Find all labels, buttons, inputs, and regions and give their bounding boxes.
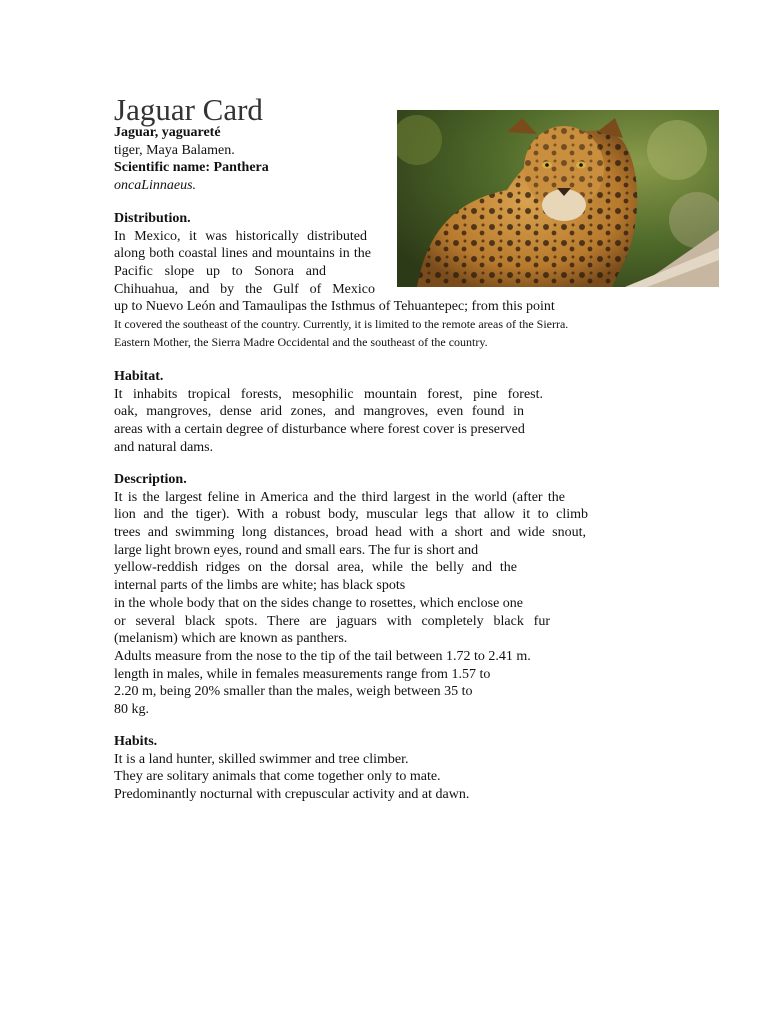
distribution-line: Chihuahua, and by the Gulf of Mexico (114, 281, 375, 297)
habits-line: It is a land hunter, skilled swimmer and tree climber. (114, 751, 409, 767)
description-line: Adults measure from the nose to the tip of the tail between 1.72 to 2.41 m. (114, 648, 531, 664)
habits-heading: Habits. (114, 734, 158, 749)
description-line: (melanism) which are known as panthers. (114, 631, 348, 647)
description-line: 2.20 m, being 20% smaller than the males, weigh between 35 to (114, 684, 473, 700)
habitat-line: It inhabits tropical forests, mesophilic mountain forest, pine forest. (114, 386, 543, 402)
description-section (114, 471, 594, 719)
description-line: yellow-reddish ridges on the dorsal area, while the belly and the (114, 560, 517, 576)
distribution-line: It covered the southeast of the country. Currently, it is limited to the remote areas of the Sierra. (114, 317, 569, 332)
scientific-name-label: Scientific name: Panthera (114, 160, 269, 176)
description-line: length in males, while in females measurements range from 1.57 to (114, 666, 491, 682)
habitat-line: areas with a certain degree of disturbance where forest cover is preserved (114, 422, 525, 438)
page-title: Jaguar Card (114, 92, 263, 127)
common-names: tiger, Maya Balamen. (114, 142, 235, 158)
distribution-heading: Distribution. (114, 211, 191, 226)
habits-line: They are solitary animals that come together only to mate. (114, 769, 441, 785)
distribution-line: up to Nuevo León and Tamaulipas the Isthmus of Tehuantepec; from this point (114, 299, 555, 315)
description-heading: Description. (114, 472, 187, 487)
distribution-line: In Mexico, it was historically distributed (114, 228, 367, 244)
description-line: It is the largest feline in America and the third largest in the world (after the (114, 489, 565, 505)
description-line: large light brown eyes, round and small ears. The fur is short and (114, 542, 479, 558)
habitat-section (114, 368, 574, 456)
habits-section (114, 733, 574, 804)
description-line: 80 kg. (114, 701, 149, 717)
distribution-line: along both coastal lines and mountains in the (114, 246, 371, 262)
habitat-line: oak, mangroves, dense arid zones, and mangroves, even found in (114, 404, 524, 420)
description-line: lion and the tiger). With a robust body, muscular legs that allow it to climb (114, 507, 588, 523)
description-line: internal parts of the limbs are white; has black spots (114, 578, 406, 594)
scientific-name: oncaLinnaeus. (114, 178, 197, 194)
habitat-heading: Habitat. (114, 369, 164, 384)
description-line: or several black spots. There are jaguars with completely black fur (114, 613, 550, 629)
distribution-line: Pacific slope up to Sonora and (114, 264, 326, 280)
common-names-bold: Jaguar, yaguareté (114, 125, 221, 140)
intro-section (114, 124, 394, 195)
distribution-section (114, 210, 614, 352)
description-line: in the whole body that on the sides change to rosettes, which enclose one (114, 595, 524, 611)
habits-line: Predominantly nocturnal with crepuscular activity and at dawn. (114, 787, 470, 803)
distribution-line: Eastern Mother, the Sierra Madre Occidental and the southeast of the country. (114, 334, 488, 349)
description-line: trees and swimming long distances, broad head with a short and wide snout, (114, 525, 586, 541)
habitat-line: and natural dams. (114, 439, 214, 455)
